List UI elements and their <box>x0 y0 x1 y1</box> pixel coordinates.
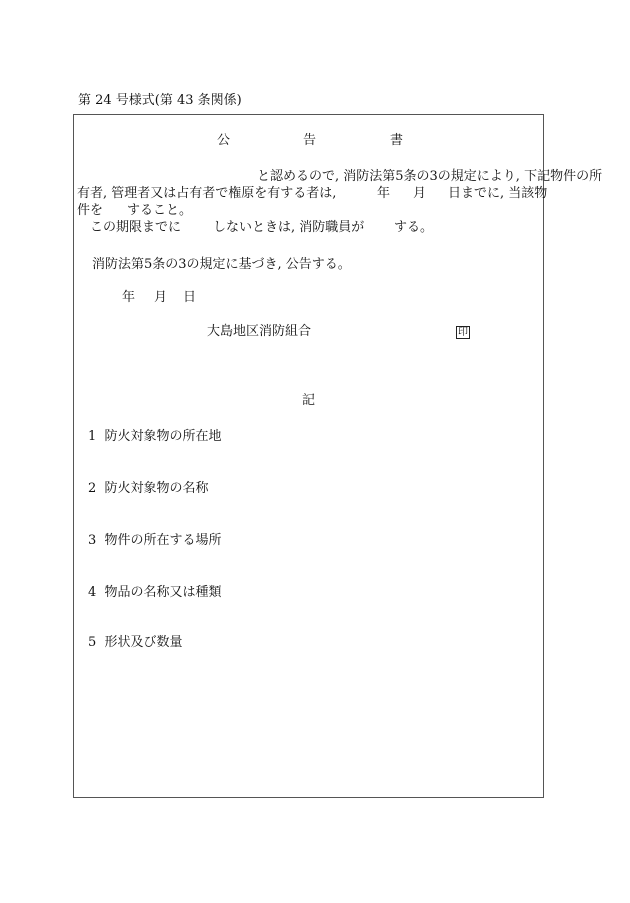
title-char-1: 公 <box>217 133 231 148</box>
list-item: 5 形状及び数量 <box>88 635 183 650</box>
body-line-2: 有者, 管理者又は占有者で権原を有する者は, <box>77 186 337 201</box>
seal-mark: 印 <box>458 327 468 338</box>
body-line-2-year: 年 <box>377 186 391 201</box>
body-line-2-day: 日までに, 当該物 <box>448 186 548 201</box>
body-line-4b: しないときは, 消防職員が <box>213 220 365 235</box>
body-line-2-month: 月 <box>413 186 427 201</box>
body-line-4c: する。 <box>394 220 434 235</box>
date-day: 日 <box>183 290 197 305</box>
date-year: 年 <box>122 290 136 305</box>
body-line-5: 消防法第5条の3の規定に基づき, 公告する。 <box>92 257 351 272</box>
title-char-2: 告 <box>303 133 317 148</box>
ki-heading: 記 <box>302 393 316 408</box>
title-char-3: 書 <box>390 133 404 148</box>
form-label: 第 24 号様式(第 43 条関係) <box>78 93 242 108</box>
body-line-3b: すること。 <box>127 203 193 218</box>
list-item: 2 防火対象物の名称 <box>88 481 209 496</box>
body-line-3a: 件を <box>77 203 104 218</box>
body-line-4a: この期限までに <box>90 220 182 235</box>
list-item: 1 防火対象物の所在地 <box>88 429 222 444</box>
date-month: 月 <box>154 290 168 305</box>
body-line-1: と認めるので, 消防法第5条の3の規定により, 下記物件の所 <box>257 169 603 184</box>
list-item: 4 物品の名称又は種類 <box>88 585 222 600</box>
issuer-name: 大島地区消防組合 <box>207 324 312 339</box>
list-item: 3 物件の所在する場所 <box>88 533 222 548</box>
